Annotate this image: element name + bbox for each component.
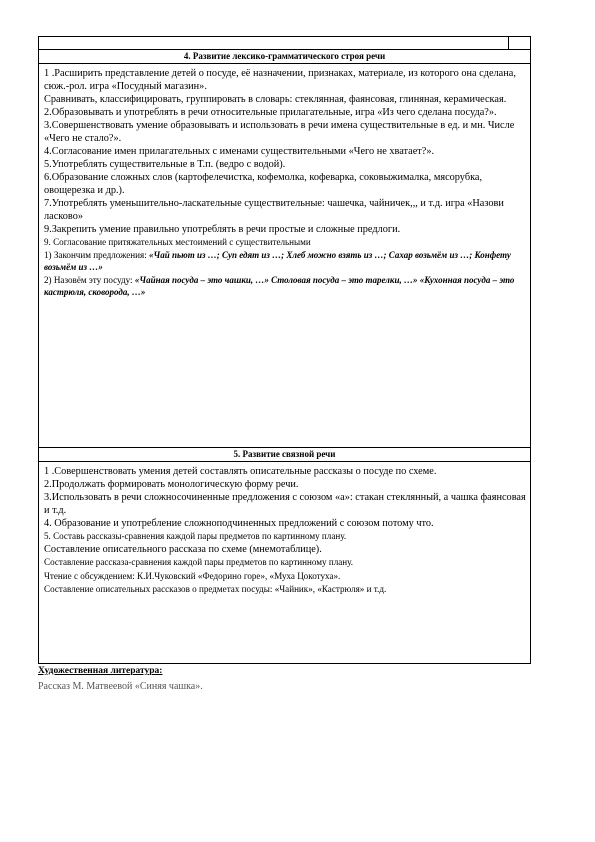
exercise-1	[44, 249, 526, 274]
list-item: 7.Употреблять уменьшительно-ласкательные существительные: чашечка, чайничек,,, и т.д. игра «Назови ласково»	[44, 198, 504, 222]
list-item: 1 .Расширить представление детей о посуде, её назначении, признаках, материале, из которого она сделана, сюж.-рол. игра «Посудный магазин».	[44, 68, 516, 92]
exercise-2	[44, 274, 526, 299]
list-item: 4. Образование и употребление сложноподчиненных предложений с союзом потому что.	[44, 518, 434, 529]
section4-title: 4. Развитие лексико-грамматического строя речи	[39, 50, 531, 64]
list-item: Чтение с обсуждением: К.И.Чуковский «Федорино горе», «Муха Цокотуха».	[44, 570, 341, 581]
table-top-row	[39, 37, 531, 50]
literature-block	[38, 666, 203, 692]
list-item: Составление описательных рассказов о предметах посуды: «Чайник», «Кастрюля» и т.д.	[44, 584, 387, 594]
exercise-1-text: «Чай пьют из …; Суп едят из …; Хлеб можно взять из …; Сахар возьмём из …; Конфету возьмём из …»	[44, 249, 511, 272]
literature-heading: Художественная литература:	[38, 666, 163, 676]
list-item: Составление описательного рассказа по схеме (мнемотаблице).	[44, 544, 322, 555]
literature-item: Рассказ М. Матвеевой «Синяя чашка».	[38, 681, 203, 692]
list-item: 3.Совершенствовать умение образовывать и использовать в речи имена существительные в ед. и мн. Числе «Чего не стало?».	[44, 120, 515, 144]
list-item: 3.Использовать в речи сложносочиненные предложения с союзом «а»: стакан стеклянный, а чашка фаянсовая и т.д.	[44, 492, 526, 516]
list-item: 4.Согласование имен прилагательных с именами существительными «Чего не хватает?».	[44, 146, 435, 157]
list-item: Сравнивать, классифицировать, группировать в словарь: стеклянная, фаянсовая, глиняная, керамическая.	[44, 94, 507, 105]
section5-title: 5. Развитие связной речи	[39, 448, 531, 462]
table-cell	[39, 37, 509, 50]
exercise-1-label: 1) Закончим предложения:	[44, 249, 150, 260]
list-item: 1 .Совершенствовать умения детей составлять описательные рассказы о посуде по схеме.	[44, 466, 437, 477]
section5-body	[39, 462, 531, 664]
list-item: 9.Закрепить умение правильно употреблять в речи простые и сложные предлоги.	[44, 224, 401, 235]
section4-body	[39, 64, 531, 448]
list-item: 5. Составь рассказы-сравнения каждой пары предметов по картинному плану.	[44, 531, 347, 541]
exercise-2-label: 2) Назовём эту посуду:	[44, 274, 135, 285]
list-item: Составление рассказа-сравнения каждой пары предметов по картинному плану.	[44, 557, 354, 567]
list-item: 2.Продолжать формировать монологическую форму речи.	[44, 479, 299, 490]
document	[38, 36, 530, 664]
exercise-2-text: «Чайная посуда – это чашки, …» Столовая посуда – это тарелки, …» «Кухонная посуда – это кастрюля, сковорода, …»	[44, 274, 515, 297]
list-item: 2.Образовывать и употреблять в речи относительные прилагательные, игра «Из чего сделана посуда?».	[44, 107, 497, 118]
plan-table	[38, 36, 531, 664]
list-item: 6.Образование сложных слов (картофелечистка, кофемолка, кофеварка, соковыжималка, мясорубка, овощерезка и др.).	[44, 172, 483, 196]
list-item: 9. Согласование притяжательных местоимений с существительными	[44, 237, 311, 247]
list-item: 5.Употреблять существительные в Т.п. (ведро с водой).	[44, 159, 286, 170]
table-cell	[509, 37, 531, 50]
